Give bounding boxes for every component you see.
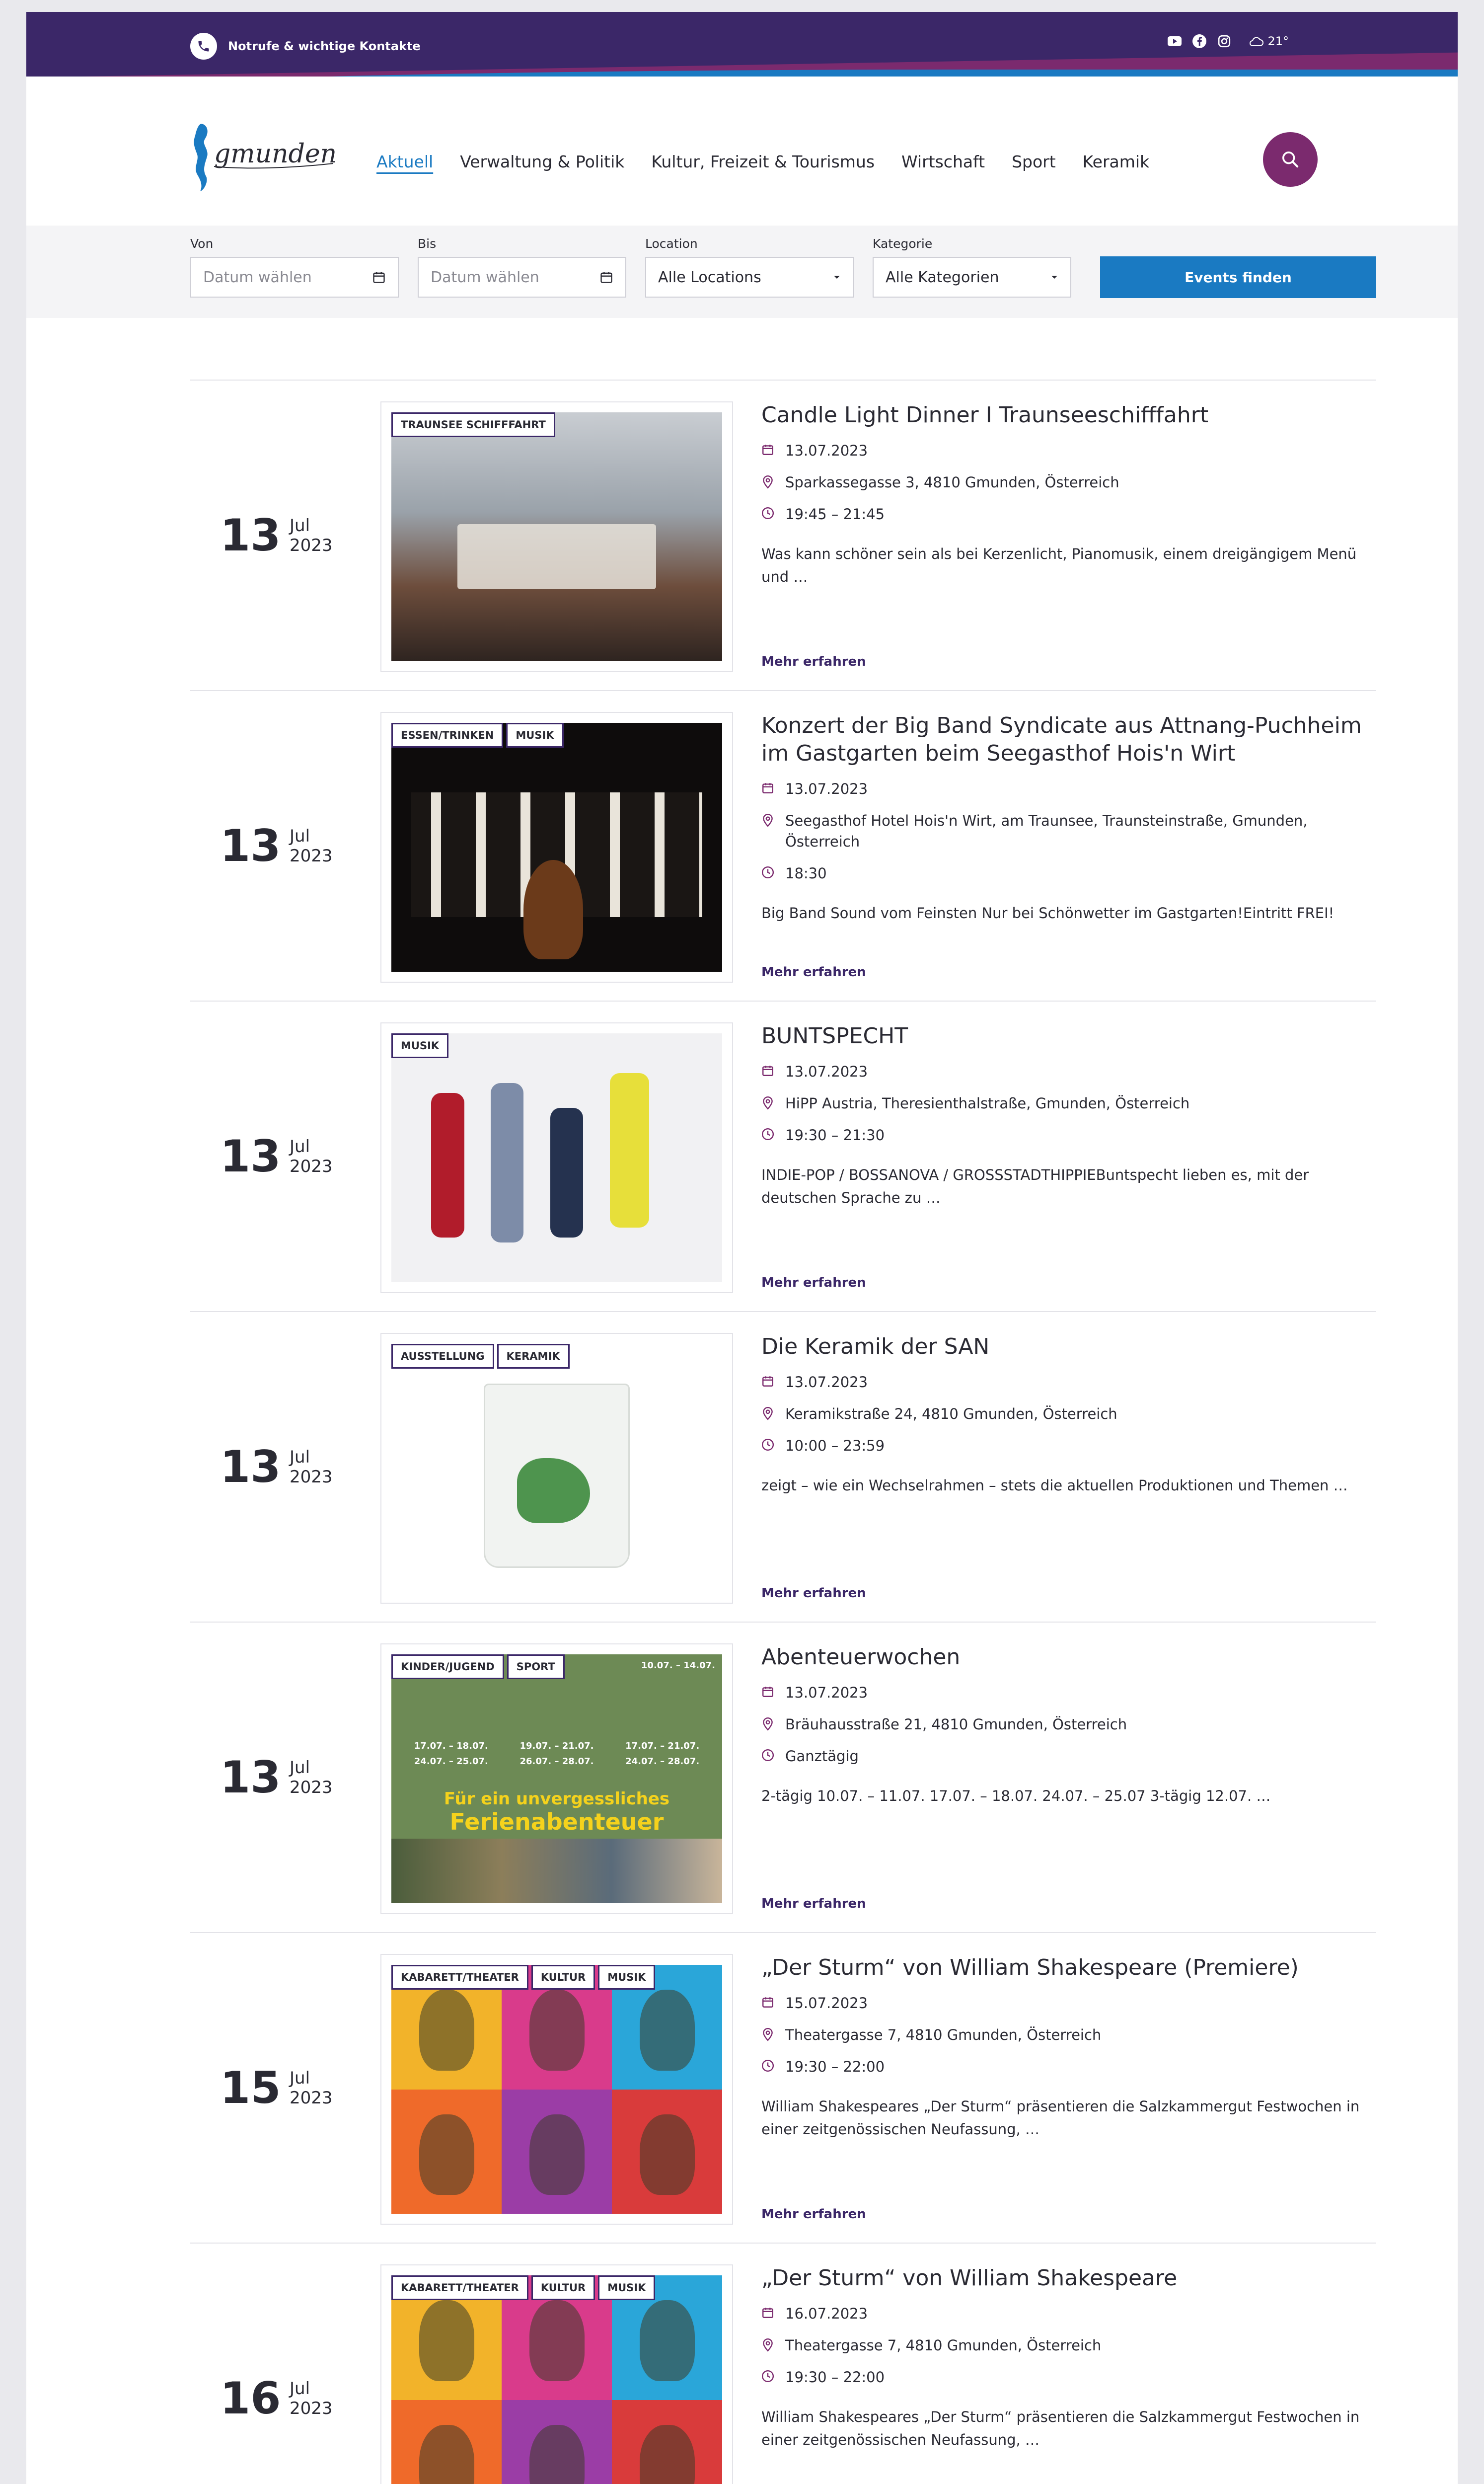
bis-placeholder: Datum wählen — [431, 268, 539, 286]
kategorie-label: Kategorie — [873, 236, 933, 251]
poster-date: 17.07. – 21.07. — [625, 1741, 700, 1752]
event-location-row — [761, 2024, 1376, 2045]
topbar-right — [1167, 34, 1289, 49]
calendar-icon — [599, 270, 613, 284]
event-item[interactable] — [190, 690, 1376, 1001]
calendar-icon — [761, 1996, 774, 2009]
top-bar — [26, 12, 1458, 77]
event-image[interactable] — [380, 1954, 733, 2225]
event-description: Was kann schöner sein als bei Kerzenlicht, Pianomusik, einem dreigängigem Menü und … — [761, 545, 1357, 585]
nav-item-keramik[interactable]: Keramik — [1082, 152, 1150, 171]
category-tag[interactable]: MUSIK — [598, 2275, 655, 2300]
event-year: 2023 — [290, 846, 333, 866]
event-day: 13 — [220, 820, 281, 871]
event-year: 2023 — [290, 2398, 333, 2418]
event-day: 13 — [220, 510, 281, 561]
event-month: Jul — [290, 826, 310, 846]
calendar-icon — [761, 2306, 774, 2319]
category-tag[interactable]: AUSSTELLUNG — [391, 1344, 494, 1369]
event-year: 2023 — [290, 1467, 333, 1487]
event-image[interactable] — [380, 1333, 733, 1604]
event-location: Sparkassegasse 3, 4810 Gmunden, Österreich — [785, 474, 1119, 491]
event-item[interactable] — [190, 380, 1376, 690]
event-month: Jul — [290, 1136, 310, 1157]
calendar-icon — [761, 443, 774, 456]
event-item[interactable] — [190, 1001, 1376, 1311]
event-time-row — [761, 1125, 1376, 1146]
event-month: Jul — [290, 1757, 310, 1778]
poster-date: 10.07. – 14.07. — [641, 1660, 715, 1671]
event-day: 13 — [220, 1441, 281, 1492]
event-date: 15.07.2023 — [785, 1995, 868, 2012]
location-pin-icon — [761, 2027, 774, 2041]
event-time-row — [761, 504, 1376, 525]
event-day: 15 — [220, 2062, 281, 2113]
event-title[interactable]: Abenteuerwochen — [761, 1644, 961, 1670]
bis-date-input[interactable] — [418, 257, 626, 298]
filter-location — [645, 236, 854, 298]
event-date-row — [761, 1061, 1376, 1082]
von-date-input[interactable] — [190, 257, 399, 298]
poster-date: 26.07. – 28.07. — [519, 1756, 594, 1767]
event-time-row — [761, 1435, 1376, 1456]
location-label: Location — [645, 236, 698, 251]
event-date-row — [761, 1993, 1376, 2014]
category-tag[interactable]: KULTUR — [531, 2275, 595, 2300]
event-description: William Shakespeares „Der Sturm“ präsentieren die Salzkammergut Festwochen in einer zeitgenössischen Neufassung, … — [761, 2408, 1360, 2448]
header — [26, 77, 1458, 226]
poster-date: 24.07. – 25.07. — [414, 1756, 488, 1767]
event-date: 13.07.2023 — [785, 442, 868, 459]
event-location-row — [761, 1714, 1376, 1735]
category-tag[interactable]: ESSEN/TRINKEN — [391, 723, 503, 748]
event-description: 2-tägig 10.07. – 11.07. 17.07. – 18.07. 24.07. – 25.07 3-tägig 12.07. … — [761, 1787, 1271, 1804]
category-tag[interactable]: KABARETT/THEATER — [391, 2275, 528, 2300]
event-item[interactable] — [190, 1622, 1376, 1932]
gmunden-logo[interactable] — [190, 119, 339, 198]
calendar-icon — [761, 781, 774, 794]
event-month-year — [290, 381, 333, 690]
event-location: HiPP Austria, Theresienthalstraße, Gmunden, Österreich — [785, 1095, 1190, 1112]
event-time: 19:45 – 21:45 — [785, 506, 885, 523]
event-title[interactable]: Die Keramik der SAN — [761, 1334, 990, 1359]
event-image[interactable] — [380, 2264, 733, 2484]
event-time-row — [761, 863, 1376, 884]
search-icon — [1280, 150, 1300, 169]
weather-temp: 21° — [1267, 34, 1289, 48]
event-date: 13.07.2023 — [785, 1063, 868, 1080]
event-description: INDIE-POP / BOSSANOVA / GROSSSTADTHIPPIEBuntspecht lieben es, mit der deutschen Sprache zu … — [761, 1166, 1309, 1206]
event-time: Ganztägig — [785, 1748, 859, 1765]
event-info — [761, 712, 1376, 925]
emergency-contacts-label: Notrufe & wichtige Kontakte — [228, 39, 421, 53]
event-month-year — [290, 1933, 333, 2243]
clock-icon — [761, 1128, 774, 1141]
category-tag[interactable]: KULTUR — [531, 1965, 595, 1990]
mehr-erfahren-link[interactable]: Mehr erfahren — [761, 1896, 866, 1911]
event-info — [761, 2264, 1376, 2451]
category-tag[interactable]: MUSIK — [391, 1033, 448, 1058]
event-day: 13 — [220, 1131, 281, 1182]
emergency-contacts-link[interactable] — [190, 33, 421, 60]
category-tag[interactable]: KABARETT/THEATER — [391, 1965, 528, 1990]
event-time: 19:30 – 21:30 — [785, 1127, 885, 1144]
event-info — [761, 1643, 1376, 1807]
event-date-row — [761, 2303, 1376, 2324]
event-location: Theatergasse 7, 4810 Gmunden, Österreich — [785, 2337, 1102, 2354]
svg-text:gmunden: gmunden — [214, 139, 337, 169]
location-pin-icon — [761, 1406, 774, 1420]
main-nav — [376, 152, 1149, 171]
clock-icon — [761, 866, 774, 879]
caret-down-icon — [1050, 275, 1058, 280]
event-month: Jul — [290, 2378, 310, 2399]
event-image[interactable] — [380, 1022, 733, 1293]
event-month-year — [290, 1623, 333, 1932]
event-list — [190, 380, 1376, 2484]
event-month-year — [290, 1312, 333, 1622]
event-month-year — [290, 2244, 333, 2484]
weather-widget — [1249, 34, 1289, 48]
category-tag[interactable]: MUSIK — [506, 723, 563, 748]
event-location: Bräuhausstraße 21, 4810 Gmunden, Österreich — [785, 1716, 1127, 1733]
clock-icon — [761, 1749, 774, 1762]
event-time: 10:00 – 23:59 — [785, 1437, 885, 1454]
event-time: 18:30 — [785, 865, 827, 882]
mehr-erfahren-link[interactable]: Mehr erfahren — [761, 965, 866, 980]
event-month: Jul — [290, 515, 310, 536]
event-info — [761, 1333, 1376, 1497]
event-location-row — [761, 810, 1376, 852]
event-image[interactable] — [380, 401, 733, 672]
event-location-row — [761, 2335, 1376, 2356]
event-info — [761, 1022, 1376, 1209]
caret-down-icon — [833, 275, 841, 280]
event-date: 13.07.2023 — [785, 1374, 868, 1391]
event-year: 2023 — [290, 1156, 333, 1176]
event-day: 13 — [220, 1752, 281, 1803]
nav-item-kultur[interactable]: Kultur, Freizeit & Tourismus — [651, 152, 875, 171]
nav-item-aktuell[interactable]: Aktuell — [376, 152, 434, 171]
mehr-erfahren-link[interactable]: Mehr erfahren — [761, 654, 866, 669]
bis-label: Bis — [418, 236, 437, 251]
event-title[interactable]: „Der Sturm“ von William Shakespeare (Premiere) — [761, 1955, 1299, 1980]
event-month: Jul — [290, 1447, 310, 1467]
location-pin-icon — [761, 813, 774, 827]
calendar-icon — [372, 270, 386, 284]
poster-line1: Für ein unvergessliches — [444, 1788, 670, 1809]
location-select[interactable] — [645, 257, 854, 298]
event-title[interactable]: Konzert der Big Band Syndicate aus Attnang-Puchheim im Gastgarten beim Seegasthof Hois'n Wirt — [761, 713, 1362, 766]
event-month-year — [290, 691, 333, 1001]
event-day: 16 — [220, 2373, 281, 2424]
search-button[interactable] — [1263, 132, 1318, 187]
event-date: 13.07.2023 — [785, 780, 868, 797]
event-location: Seegasthof Hotel Hois'n Wirt, am Traunsee, Traunsteinstraße, Gmunden, Österreich — [785, 812, 1308, 850]
nav-item-wirtschaft[interactable]: Wirtschaft — [901, 152, 985, 171]
event-month: Jul — [290, 2068, 310, 2088]
category-tag[interactable]: SPORT — [507, 1654, 565, 1679]
page — [26, 12, 1458, 2484]
poster-date: 19.07. – 21.07. — [519, 1741, 594, 1752]
filter-kategorie — [873, 236, 1071, 298]
event-image[interactable] — [380, 712, 733, 983]
event-year: 2023 — [290, 535, 333, 555]
kategorie-select[interactable] — [873, 257, 1071, 298]
event-image[interactable] — [380, 1643, 733, 1914]
calendar-icon — [761, 1064, 774, 1077]
event-description: zeigt – wie ein Wechselrahmen – stets die aktuellen Produktionen und Themen … — [761, 1477, 1348, 1494]
location-pin-icon — [761, 1096, 774, 1110]
mehr-erfahren-link[interactable]: Mehr erfahren — [761, 1275, 866, 1290]
location-value: Alle Locations — [658, 268, 761, 286]
location-pin-icon — [761, 2338, 774, 2352]
poster-date: 24.07. – 28.07. — [625, 1756, 700, 1767]
category-tag[interactable]: KERAMIK — [497, 1344, 570, 1369]
event-title[interactable]: Candle Light Dinner I Traunseeschifffahrt — [761, 402, 1209, 428]
event-time-row — [761, 2367, 1376, 2388]
mehr-erfahren-link[interactable]: Mehr erfahren — [761, 2207, 866, 2222]
event-date: 13.07.2023 — [785, 1684, 868, 1701]
event-location: Keramikstraße 24, 4810 Gmunden, Österreich — [785, 1405, 1117, 1422]
von-placeholder: Datum wählen — [203, 268, 312, 286]
event-date: 16.07.2023 — [785, 2305, 868, 2322]
event-year: 2023 — [290, 2088, 333, 2108]
event-date-row — [761, 1372, 1376, 1393]
event-month-year — [290, 1002, 333, 1311]
event-date-row — [761, 1682, 1376, 1703]
event-location-row — [761, 1093, 1376, 1114]
instagram-icon[interactable] — [1217, 34, 1232, 49]
clock-icon — [761, 2059, 774, 2072]
category-tag[interactable]: MUSIK — [598, 1965, 655, 1990]
calendar-icon — [761, 1685, 774, 1698]
clock-icon — [761, 1438, 774, 1451]
event-item[interactable] — [190, 1932, 1376, 2243]
poster-date: 17.07. – 18.07. — [414, 1741, 488, 1752]
event-description: Big Band Sound vom Feinsten Nur bei Schönwetter im Gastgarten!Eintritt FREI! — [761, 905, 1335, 922]
nav-item-verwaltung[interactable]: Verwaltung & Politik — [460, 152, 625, 171]
event-date-row — [761, 440, 1376, 461]
category-tag[interactable]: KINDER/JUGEND — [391, 1654, 504, 1679]
event-title[interactable]: „Der Sturm“ von William Shakespeare — [761, 2265, 1178, 2291]
event-description: William Shakespeares „Der Sturm“ präsentieren die Salzkammergut Festwochen in einer zeitgenössischen Neufassung, … — [761, 2098, 1360, 2138]
event-item[interactable] — [190, 1311, 1376, 1622]
cloud-icon — [1249, 35, 1263, 47]
event-item[interactable] — [190, 2243, 1376, 2484]
event-location-row — [761, 1403, 1376, 1424]
event-date-row — [761, 778, 1376, 799]
youtube-icon[interactable] — [1167, 34, 1182, 49]
event-info — [761, 401, 1376, 588]
mehr-erfahren-link[interactable]: Mehr erfahren — [761, 1586, 866, 1601]
event-time-row — [761, 2056, 1376, 2077]
event-year: 2023 — [290, 1777, 333, 1797]
filter-von — [190, 236, 399, 298]
filter-bis — [418, 236, 626, 298]
event-time: 19:30 – 22:00 — [785, 2058, 885, 2075]
calendar-icon — [761, 1375, 774, 1388]
clock-icon — [761, 507, 774, 520]
event-location-row — [761, 472, 1376, 493]
events-finden-button[interactable]: Events finden — [1100, 256, 1376, 298]
phone-icon — [190, 33, 217, 60]
location-pin-icon — [761, 1717, 774, 1731]
facebook-icon[interactable] — [1192, 34, 1207, 49]
event-filter — [26, 226, 1458, 318]
von-label: Von — [190, 236, 214, 251]
event-title[interactable]: BUNTSPECHT — [761, 1023, 908, 1049]
clock-icon — [761, 2370, 774, 2383]
location-pin-icon — [761, 475, 774, 489]
nav-item-sport[interactable]: Sport — [1012, 152, 1056, 171]
poster-line2: Ferienabenteuer — [449, 1808, 664, 1835]
event-time: 19:30 – 22:00 — [785, 2369, 885, 2386]
kategorie-value: Alle Kategorien — [886, 268, 999, 286]
event-time-row — [761, 1746, 1376, 1767]
category-tag[interactable]: TRAUNSEE SCHIFFFAHRT — [391, 412, 555, 437]
event-info — [761, 1954, 1376, 2141]
event-location: Theatergasse 7, 4810 Gmunden, Österreich — [785, 2026, 1102, 2043]
